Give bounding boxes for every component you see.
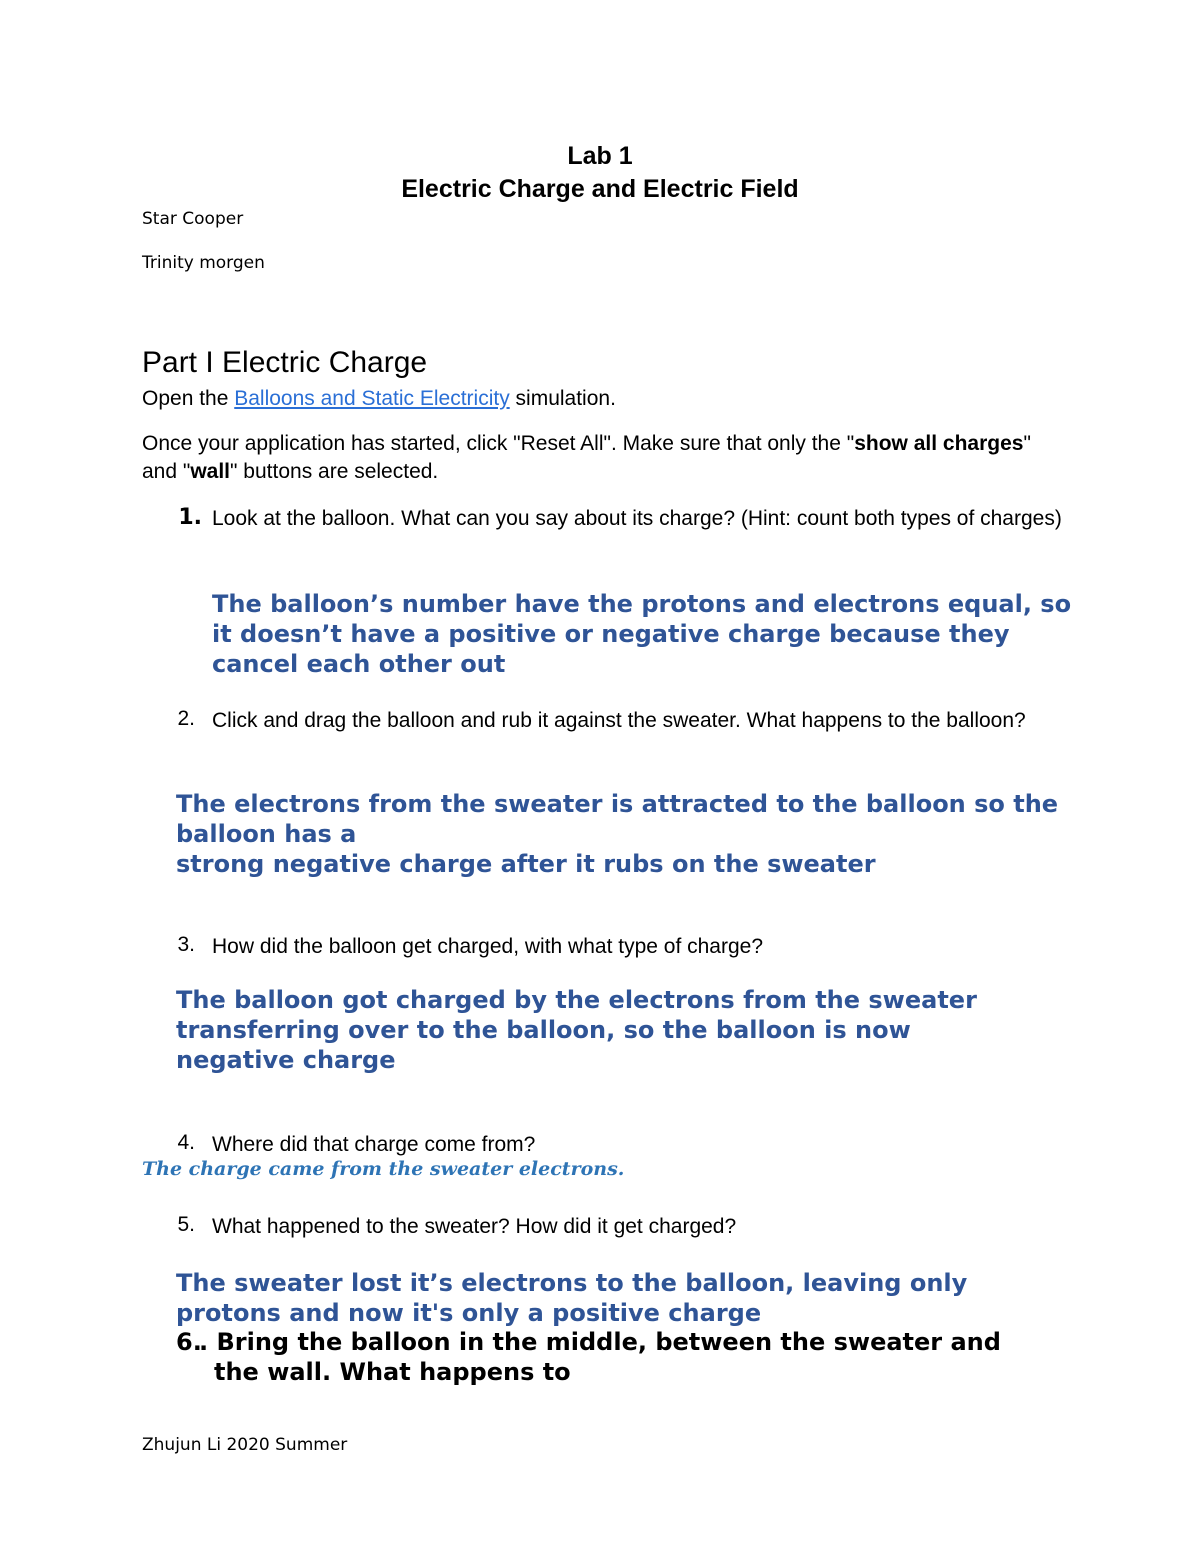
question-number: 6. — [176, 1328, 202, 1356]
answer-text — [176, 789, 1076, 879]
question-text-content: . Bring the balloon in the middle, between the sweater and the wall. What happens to — [199, 1328, 1001, 1386]
question-number: 3. — [177, 933, 195, 956]
answer-text: The sweater lost it’s electrons to the balloon, leaving only protons and now it's only a positive charge — [176, 1269, 968, 1327]
author-name: Trinity morgen — [142, 253, 265, 273]
instructions-bold: wall — [190, 460, 231, 483]
question-number: 4. — [177, 1131, 195, 1154]
instructions — [142, 430, 1042, 486]
answer-line: balloon has a — [176, 820, 357, 848]
answer-text: The balloon’s number have the protons and electrons equal, so it doesn’t have a positive or negative charge because they cancel each other out — [212, 590, 1072, 678]
answer-line: The electrons from the sweater is attracted to the balloon so the — [176, 790, 1059, 818]
instructions-text: " and " — [142, 432, 1031, 483]
intro-prefix: Open the — [142, 387, 235, 410]
page-footer: Zhujun Li 2020 Summer — [142, 1435, 348, 1455]
answer-text: The balloon got charged by the electrons from the sweater transferring over to the balloon, so the balloon is now negative charge — [176, 986, 977, 1074]
question-number: 5. — [177, 1213, 195, 1236]
question-text: Where did that charge come from? — [212, 1133, 536, 1156]
instructions-text: " buttons are selected. — [230, 460, 439, 483]
question-number: 2. — [177, 707, 195, 730]
intro-suffix: simulation. — [509, 387, 616, 410]
intro-line — [142, 385, 1062, 413]
page-title-line2: Electric Charge and Electric Field — [401, 175, 799, 203]
question-text: What happened to the sweater? How did it get charged? — [212, 1215, 737, 1238]
instructions-bold: show all charges — [854, 432, 1024, 455]
section-heading: Part I Electric Charge — [142, 346, 428, 379]
question-text: Look at the balloon. What can you say about its charge? (Hint: count both types of charges) — [212, 507, 1062, 530]
page-title-line1: Lab 1 — [567, 142, 633, 170]
question-text: Click and drag the balloon and rub it against the sweater. What happens to the balloon? — [212, 709, 1026, 732]
simulation-link[interactable]: Balloons and Static Electricity — [234, 387, 510, 410]
instructions-text: Once your application has started, click "Reset All". Make sure that only the " — [142, 432, 855, 455]
author-name: Star Cooper — [142, 209, 244, 229]
question-text — [199, 1327, 1039, 1387]
question-text: How did the balloon get charged, with what type of charge? — [212, 935, 764, 958]
answer-text: The charge came from the sweater electrons. — [142, 1158, 625, 1180]
answer-line: strong negative charge after it rubs on the sweater — [176, 850, 876, 878]
question-number: 1. — [178, 505, 202, 530]
